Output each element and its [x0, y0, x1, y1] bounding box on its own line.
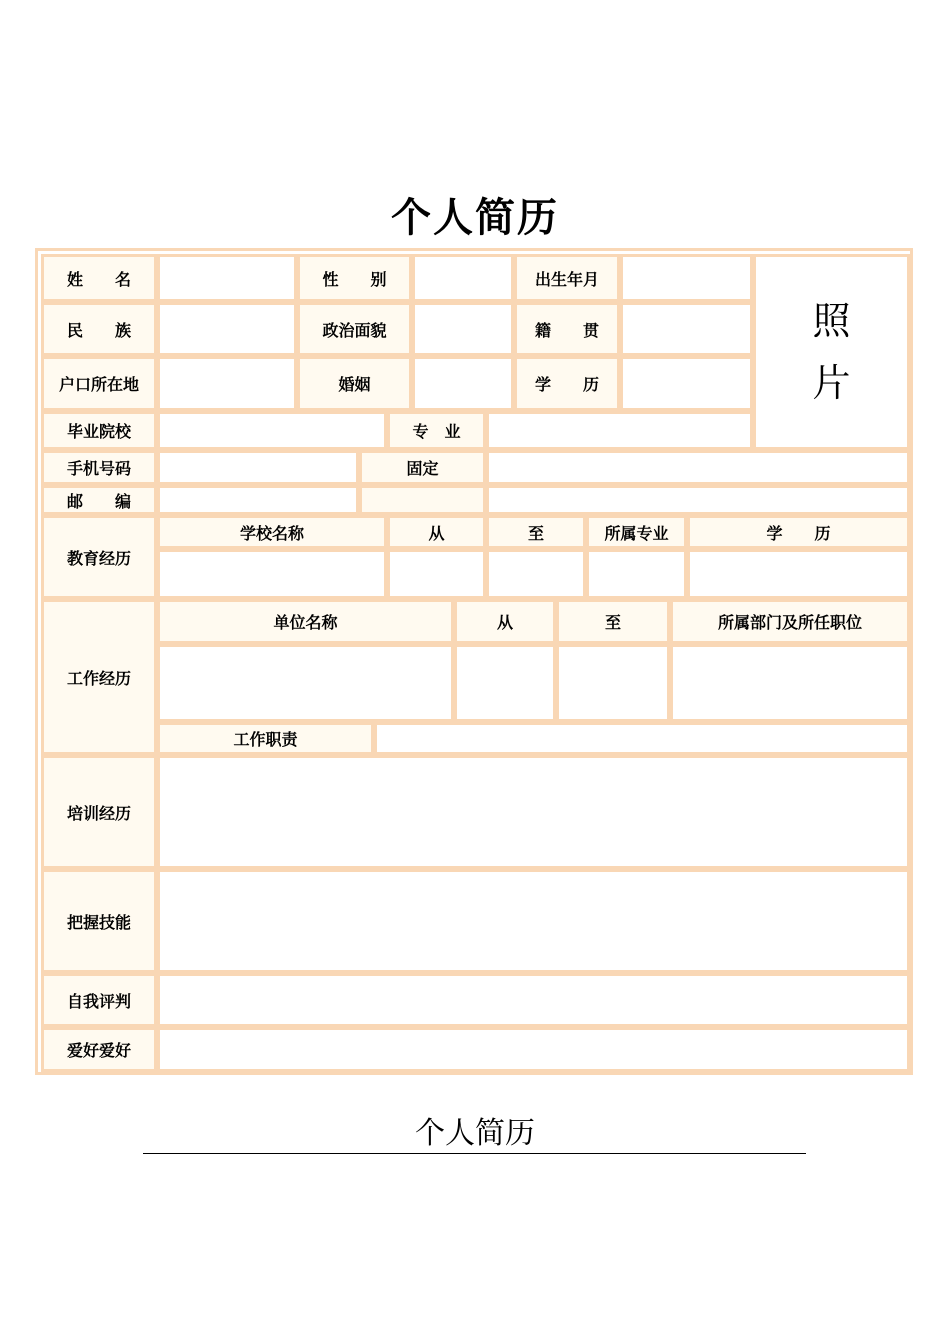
label-school: 毕业院校: [41, 411, 157, 450]
field-work-to[interactable]: [556, 644, 670, 722]
label-self-eval: 自我评判: [41, 973, 157, 1027]
label-work-duties: 工作职责: [157, 722, 374, 755]
field-school[interactable]: [157, 411, 387, 450]
label-marriage: 婚姻: [297, 356, 412, 411]
header-edu-to: 至: [486, 515, 586, 549]
field-edu-major[interactable]: [586, 549, 687, 599]
label-gender: 性 别: [297, 254, 412, 302]
field-gender[interactable]: [412, 254, 514, 302]
field-edu-degree[interactable]: [687, 549, 910, 599]
header-edu-major: 所属专业: [586, 515, 687, 549]
field-birth[interactable]: [620, 254, 753, 302]
label-hobbies: 爱好爱好: [41, 1027, 157, 1072]
blank-label-cell: [359, 485, 486, 515]
field-skills[interactable]: [157, 869, 910, 973]
field-hobbies[interactable]: [157, 1027, 910, 1072]
field-work-duties[interactable]: [374, 722, 910, 755]
field-edu-school[interactable]: [157, 549, 387, 599]
label-birth: 出生年月: [514, 254, 620, 302]
label-ethnicity: 民 族: [41, 302, 157, 356]
document-title: 个人简历: [391, 195, 559, 241]
field-work-dept-position[interactable]: [670, 644, 910, 722]
header-edu-school: 学校名称: [157, 515, 387, 549]
label-postcode: 邮 编: [41, 485, 157, 515]
label-education-level: 学 历: [514, 356, 620, 411]
field-mobile[interactable]: [157, 450, 359, 485]
label-edu-history: 教育经历: [41, 515, 157, 599]
footer-title: 个人简历: [415, 1116, 535, 1151]
label-work-history: 工作经历: [41, 599, 157, 755]
header-work-from: 从: [454, 599, 556, 644]
field-name[interactable]: [157, 254, 297, 302]
field-training[interactable]: [157, 755, 910, 869]
field-politics[interactable]: [412, 302, 514, 356]
field-edu-from[interactable]: [387, 549, 486, 599]
label-landline: 固定: [359, 450, 486, 485]
footer-underline: [143, 1153, 806, 1154]
label-native-place: 籍 贯: [514, 302, 620, 356]
label-training: 培训经历: [41, 755, 157, 869]
photo-label-1: 照: [812, 299, 851, 343]
field-hukou[interactable]: [157, 356, 297, 411]
label-mobile: 手机号码: [41, 450, 157, 485]
label-hukou: 户口所在地: [41, 356, 157, 411]
photo-label-2: 片: [812, 361, 851, 405]
header-work-to: 至: [556, 599, 670, 644]
header-edu-degree: 学 历: [687, 515, 910, 549]
header-work-dept-position: 所属部门及所任职位: [670, 599, 910, 644]
field-landline[interactable]: [486, 450, 910, 485]
label-major: 专 业: [387, 411, 486, 450]
field-ethnicity[interactable]: [157, 302, 297, 356]
field-work-company[interactable]: [157, 644, 454, 722]
header-edu-from: 从: [387, 515, 486, 549]
field-postcode-extra[interactable]: [486, 485, 910, 515]
resume-form: [35, 248, 913, 1075]
label-politics: 政治面貌: [297, 302, 412, 356]
field-education-level[interactable]: [620, 356, 753, 411]
field-marriage[interactable]: [412, 356, 514, 411]
field-postcode[interactable]: [157, 485, 359, 515]
field-major[interactable]: [486, 411, 753, 450]
photo-box[interactable]: [753, 254, 910, 450]
field-work-from[interactable]: [454, 644, 556, 722]
field-native-place[interactable]: [620, 302, 753, 356]
field-edu-to[interactable]: [486, 549, 586, 599]
label-name: 姓 名: [41, 254, 157, 302]
field-self-eval[interactable]: [157, 973, 910, 1027]
label-skills: 把握技能: [41, 869, 157, 973]
header-work-company: 单位名称: [157, 599, 454, 644]
